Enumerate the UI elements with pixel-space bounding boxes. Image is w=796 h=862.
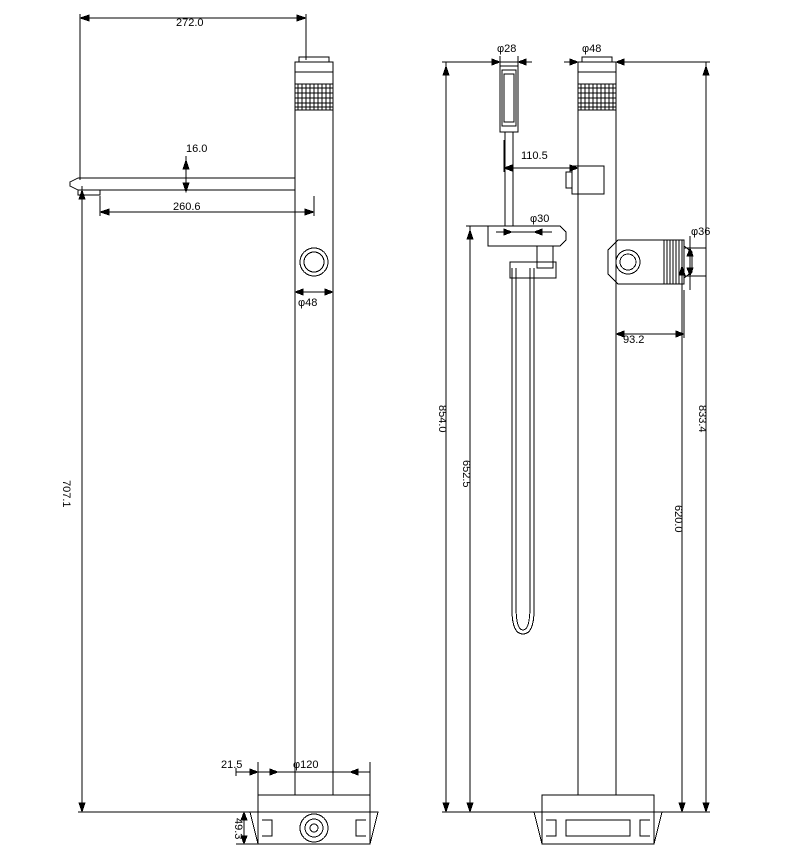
dim-707-1: 707.1 (60, 480, 72, 508)
dim-21-5: 21.5 (221, 759, 243, 771)
dim-110-5: 110.5 (521, 150, 548, 162)
dim-phi30: φ30 (530, 213, 550, 225)
dim-833-4: 833.4 (696, 405, 708, 433)
dim-16-0: 16.0 (186, 143, 208, 155)
dim-272-0: 272.0 (176, 17, 204, 29)
dim-854-0: 854.0 (436, 405, 448, 433)
dim-phi28: φ28 (497, 43, 517, 55)
dim-phi36: φ36 (691, 226, 711, 238)
dim-phi48-left: φ48 (298, 297, 318, 309)
dim-49-3: 49.3 (232, 818, 244, 840)
right-view-dimensions (442, 56, 710, 812)
dimension-labels (60, 17, 710, 839)
dim-phi48-right: φ48 (582, 43, 602, 55)
left-view-product-outline (70, 57, 378, 844)
dim-620-0: 620.0 (672, 505, 684, 533)
left-view-dimensions (78, 14, 370, 844)
dim-260-6: 260.6 (173, 201, 201, 213)
dim-93-2: 93.2 (623, 334, 645, 346)
right-view-product-outline (488, 57, 692, 844)
dim-652-5: 652.5 (460, 460, 472, 488)
dim-phi120: φ120 (293, 759, 319, 771)
